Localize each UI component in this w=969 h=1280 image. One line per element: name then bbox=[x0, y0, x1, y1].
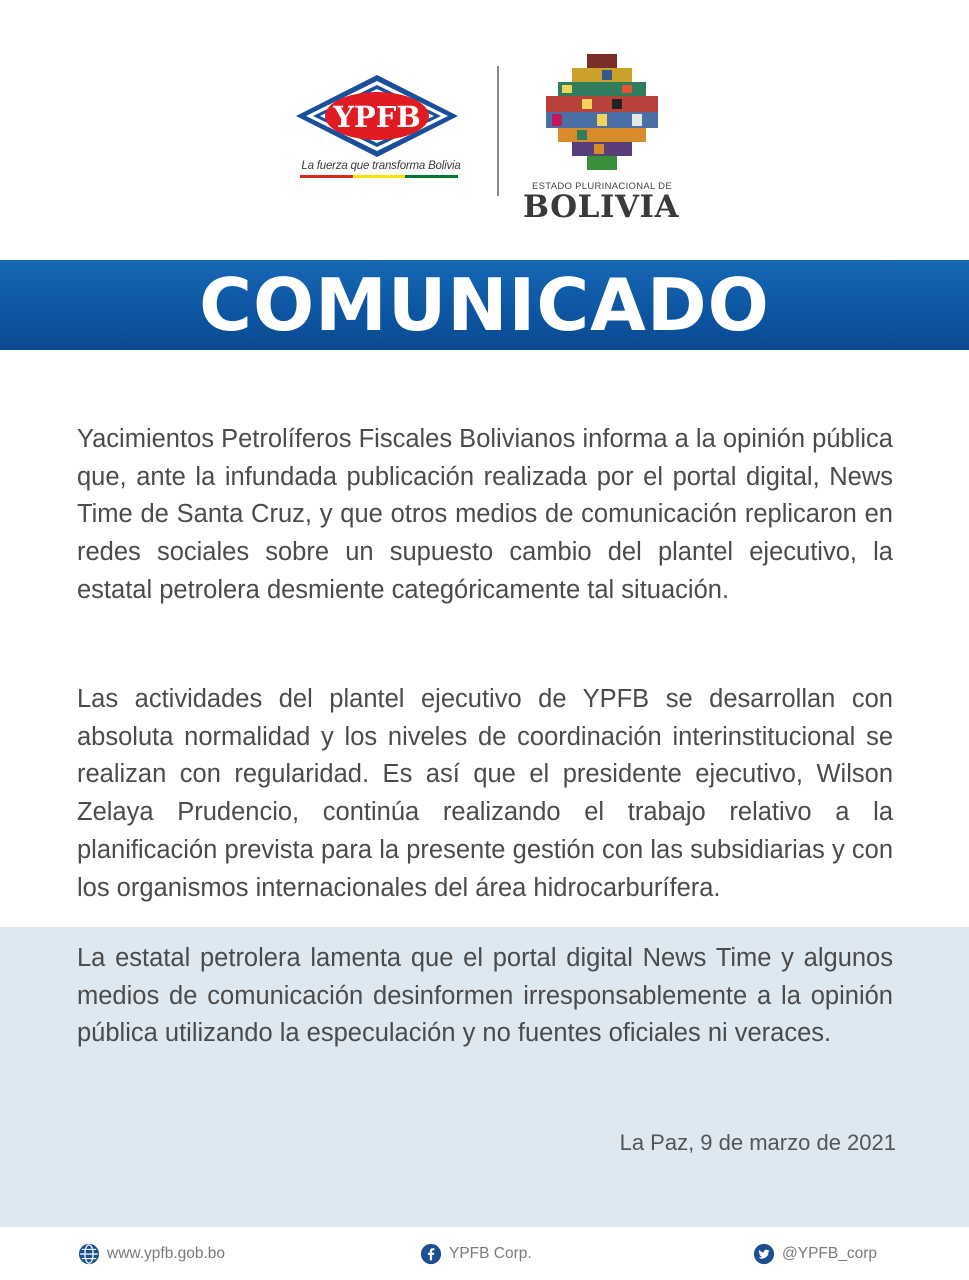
bolivia-chakana-emblem bbox=[542, 52, 662, 172]
footer-twitter-link[interactable] bbox=[753, 1242, 877, 1266]
logo-divider bbox=[497, 66, 499, 196]
ypfb-tagline: La fuerza que transforma Bolivia bbox=[301, 160, 461, 172]
footer-website-link[interactable] bbox=[78, 1242, 225, 1266]
facebook-icon bbox=[420, 1243, 442, 1265]
footer-facebook-link[interactable] bbox=[420, 1242, 532, 1266]
paragraph-1: Yacimientos Petrolíferos Fiscales Bolivianos informa a la opinión pública que, ante la infundada publicación realizada por el portal digital, News Time de Santa Cruz, y que otros medios de comunicación replicaron en redes sociales sobre un supuesto cambio del plantel ejecutivo, la estatal petrolera desmiente categóricamente tal situación. bbox=[77, 425, 893, 604]
footer-facebook-text: YPFB Corp. bbox=[449, 1245, 532, 1262]
footer bbox=[0, 1227, 969, 1280]
state-label-bolivia: BOLIVIA bbox=[522, 189, 680, 225]
paragraph-3: La estatal petrolera lamenta que el portal digital News Time y algunos medios de comunicación desinformen irresponsablemente a la opinión pública utilizando la especulación y no fuentes oficiales ni veraces. bbox=[77, 944, 893, 1048]
footer-website-text: www.ypfb.gob.bo bbox=[107, 1245, 226, 1262]
state-label-small: ESTADO PLURINACIONAL DE bbox=[532, 181, 672, 192]
paragraph-2: Las actividades del plantel ejecutivo de YPFB se desarrollan con absoluta normalidad y los niveles de coordinación interinstitucional se realizan con regularidad. Es así que el presidente ejecutivo, Wilson Zelaya Prudencio, continúa realizando el trabajo relativo a la planificación prevista para la presente gestión con las subsidiarias y con los organismos internacionales del área hidrocarburífera. bbox=[77, 685, 893, 902]
flag-stripe bbox=[300, 175, 458, 178]
ypfb-logo-text: YPFB bbox=[333, 100, 421, 134]
signoff-date: La Paz, 9 de marzo de 2021 bbox=[619, 1130, 896, 1155]
footer-twitter-text: @YPFB_corp bbox=[782, 1245, 877, 1262]
header bbox=[0, 0, 969, 260]
title-banner bbox=[0, 260, 969, 350]
twitter-icon bbox=[753, 1243, 775, 1265]
page-title: COMUNICADO bbox=[199, 263, 770, 347]
globe-icon bbox=[78, 1243, 100, 1265]
